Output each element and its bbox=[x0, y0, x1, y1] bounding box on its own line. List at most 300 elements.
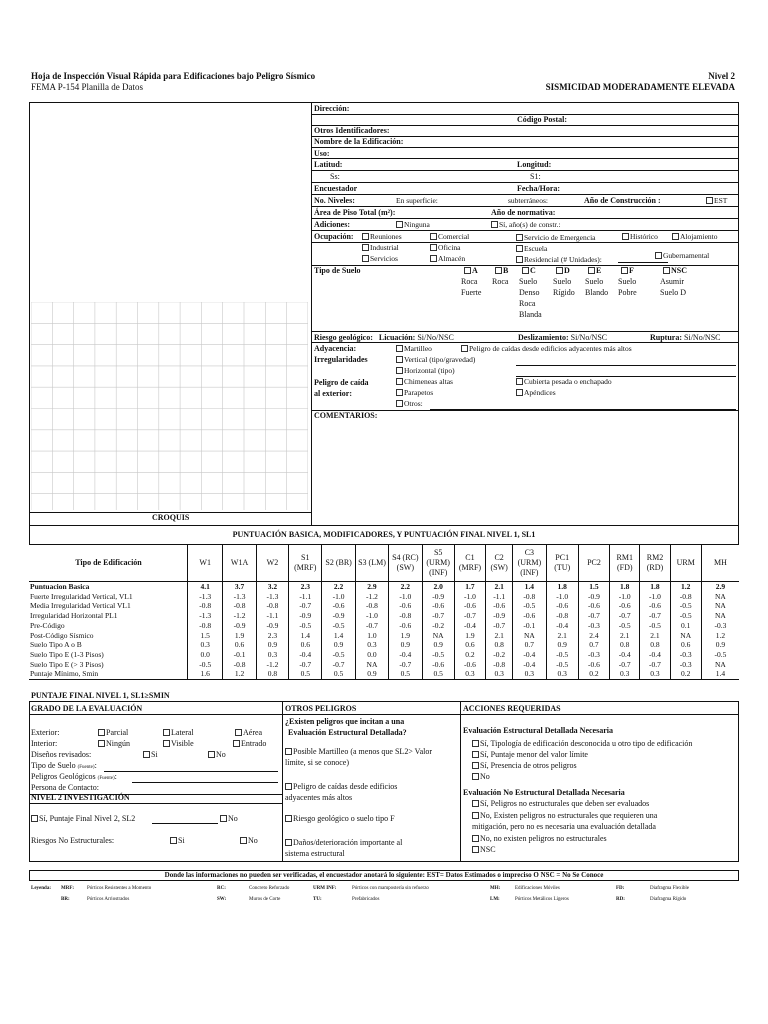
score-row-label: Suelo Tipo A o B bbox=[30, 640, 82, 650]
nivel2-si-checkbox[interactable]: Sí, Puntaje Final Nivel 2, SL2 bbox=[31, 815, 135, 823]
soil-c-checkbox[interactable] bbox=[522, 267, 536, 275]
checkbox-icon bbox=[491, 221, 498, 228]
al-exterior-label: al exterior: bbox=[314, 389, 352, 398]
score-cell: -0.9 bbox=[486, 611, 513, 621]
score-cell: -0.8 bbox=[187, 621, 222, 631]
chimeneas-checkbox[interactable]: Chimeneas altas bbox=[396, 378, 453, 386]
otros-peligros-checkbox[interactable] bbox=[285, 815, 395, 823]
ocupacion-checkbox[interactable] bbox=[362, 255, 398, 263]
soil-description: Roca bbox=[461, 277, 478, 286]
score-cell: 0.2 bbox=[670, 669, 701, 679]
building-type-header[interactable]: S5 (URM) (INF) bbox=[422, 545, 454, 582]
otros-peligros-checkbox[interactable] bbox=[285, 783, 397, 791]
ocupacion-checkbox[interactable] bbox=[430, 255, 465, 263]
score-cell: -0.5 bbox=[322, 621, 355, 631]
deslizamiento-row bbox=[518, 334, 607, 342]
aerea-checkbox[interactable]: Aérea bbox=[235, 729, 262, 737]
vertical-field[interactable] bbox=[516, 365, 736, 366]
score-cell: -0.9 bbox=[322, 611, 355, 621]
checkbox-icon bbox=[143, 751, 150, 758]
checkbox-icon bbox=[516, 245, 523, 252]
building-type-header[interactable]: MH bbox=[701, 545, 739, 582]
building-type-header[interactable]: S4 (RC) (SW) bbox=[389, 545, 422, 582]
building-type-header[interactable]: RM1 (FD) bbox=[610, 545, 640, 582]
ocupacion-checkbox[interactable] bbox=[516, 245, 547, 253]
soil-description: Fuerte bbox=[461, 288, 482, 297]
en-superficie-label: En superficie: bbox=[396, 196, 438, 205]
building-type-header[interactable]: S2 (BR) bbox=[322, 545, 355, 582]
peligro-caidas-adyacentes-checkbox[interactable]: Peligro de caídas desde edificios adyacentes más altos bbox=[461, 345, 632, 353]
score-cell: 0.8 bbox=[256, 669, 288, 679]
checkbox-icon bbox=[208, 751, 215, 758]
score-row-label: Suelo Tipo E (> 3 Pisos) bbox=[30, 659, 104, 669]
checkbox-icon bbox=[285, 839, 292, 846]
building-type-header[interactable]: W1 bbox=[187, 545, 222, 582]
checkbox-icon bbox=[163, 729, 170, 736]
otros-identificadores-label: Otros Identificadores: bbox=[314, 126, 390, 135]
nivel2-score-field[interactable] bbox=[152, 823, 218, 824]
ocupacion-checkbox[interactable] bbox=[362, 244, 399, 252]
score-cell: -0.7 bbox=[389, 660, 422, 670]
s1-label: S1: bbox=[530, 172, 541, 181]
score-cell: 0.5 bbox=[322, 669, 355, 679]
score-cell: -0.9 bbox=[578, 592, 609, 602]
subterraneos-field[interactable] bbox=[554, 206, 580, 207]
score-cell: -1.3 bbox=[223, 592, 256, 602]
building-type-header[interactable]: C1 (MRF) bbox=[454, 545, 485, 582]
anio-construccion-field[interactable] bbox=[676, 206, 704, 207]
checkbox-icon bbox=[655, 252, 662, 259]
checkbox-icon bbox=[396, 389, 403, 396]
score-cell: 0.6 bbox=[670, 640, 701, 650]
score-cell: -1.0 bbox=[389, 592, 422, 602]
legend-text: Prefabricados bbox=[352, 897, 380, 902]
soil-d-checkbox-text: D bbox=[564, 266, 570, 275]
ocupacion-checkbox-text: Industrial bbox=[370, 243, 399, 252]
checkbox-icon bbox=[672, 233, 679, 240]
score-row bbox=[29, 640, 739, 650]
checkbox-icon bbox=[396, 356, 403, 363]
building-type-header[interactable]: URM bbox=[670, 545, 701, 582]
ocupacion-checkbox-text: Histórico bbox=[630, 232, 658, 241]
checkbox-icon bbox=[588, 267, 595, 274]
checkbox-icon bbox=[98, 729, 105, 736]
subterraneos-label: subterráneos: bbox=[508, 196, 548, 205]
checkbox-icon bbox=[285, 748, 292, 755]
score-cell: 1.9 bbox=[454, 630, 485, 640]
otros-peligros-checkbox-text: Daños/deterioración importante al bbox=[293, 838, 403, 847]
checkbox-icon bbox=[31, 815, 38, 822]
score-cell: -0.6 bbox=[486, 601, 513, 611]
score-cell: 0.9 bbox=[355, 669, 388, 679]
martilleo-checkbox[interactable]: Martilleo bbox=[396, 345, 432, 353]
area-piso-field[interactable] bbox=[428, 218, 486, 219]
soil-nsc-checkbox-text: NSC bbox=[671, 266, 688, 275]
checkbox-icon bbox=[516, 256, 523, 263]
score-cell: -0.4 bbox=[546, 621, 578, 631]
ocupacion-checkbox[interactable] bbox=[516, 256, 602, 264]
otros-peligros-checkbox[interactable] bbox=[285, 839, 402, 847]
score-cell: -0.7 bbox=[355, 621, 388, 631]
legend-code: MRF: bbox=[61, 886, 75, 891]
legend-label: Leyenda: bbox=[31, 886, 51, 891]
eval-no-estructural-checkbox-text: Sí, Peligros no estructurales que deben ser evaluados bbox=[480, 799, 650, 808]
checkbox-icon bbox=[516, 378, 523, 385]
score-cell: -0.6 bbox=[322, 601, 355, 611]
ningun-checkbox[interactable]: Ningún bbox=[98, 740, 130, 748]
disenos-no-checkbox[interactable]: No bbox=[208, 751, 226, 759]
checkbox-icon bbox=[472, 846, 479, 853]
disenos-si-checkbox[interactable]: Si bbox=[143, 751, 158, 759]
soil-description: Rígido bbox=[553, 288, 575, 297]
score-cell: -0.2 bbox=[486, 650, 513, 660]
est-checkbox[interactable]: EST bbox=[706, 197, 727, 205]
score-cell: -0.4 bbox=[389, 650, 422, 660]
score-cell: 0.9 bbox=[322, 640, 355, 650]
eval-no-estructural-checkbox-text: No, Existen peligros no estructurales que requieren una bbox=[480, 811, 658, 820]
visible-checkbox[interactable]: Visible bbox=[163, 740, 194, 748]
score-cell: 2.9 bbox=[701, 582, 739, 592]
adyacencia-label: Adyacencia: bbox=[314, 344, 357, 353]
score-cell: -0.7 bbox=[578, 611, 609, 621]
eval-no-estructural-checkbox[interactable] bbox=[472, 835, 607, 843]
score-cell: -0.6 bbox=[513, 611, 546, 621]
building-type-header[interactable]: W1A bbox=[223, 545, 256, 582]
parcial-checkbox[interactable]: Parcial bbox=[98, 729, 128, 737]
score-cell: 1.6 bbox=[187, 669, 222, 679]
peligros-geologicos-field[interactable] bbox=[132, 782, 278, 783]
score-cell: -0.6 bbox=[546, 601, 578, 611]
otros-peligros-line: límite, si se conoce) bbox=[285, 758, 349, 767]
score-cell: -0.3 bbox=[578, 650, 609, 660]
score-row bbox=[29, 621, 739, 631]
score-cell: -0.7 bbox=[289, 660, 322, 670]
apendices-checkbox[interactable]: Apéndices bbox=[516, 389, 556, 397]
score-row bbox=[29, 630, 739, 640]
score-cell: -0.4 bbox=[640, 650, 670, 660]
score-cell: 0.0 bbox=[187, 650, 222, 660]
checkbox-icon bbox=[362, 244, 369, 251]
interior-label: Interior: bbox=[31, 739, 58, 748]
riesgos-si-checkbox[interactable]: Si bbox=[170, 837, 185, 845]
bottom-divider-2 bbox=[460, 701, 461, 862]
score-cell: 1.9 bbox=[389, 630, 422, 640]
score-cell: -0.5 bbox=[546, 650, 578, 660]
info-row-divider bbox=[312, 170, 739, 171]
legend-code: MH: bbox=[490, 886, 501, 891]
checkbox-icon bbox=[362, 233, 369, 240]
adiciones-si-checkbox[interactable]: Sí, año(s) de constr.: bbox=[491, 221, 560, 229]
building-type-header[interactable]: C2 (SW) bbox=[486, 545, 513, 582]
no-niveles-label: No. Niveles: bbox=[314, 196, 355, 205]
soil-a-checkbox[interactable] bbox=[464, 267, 478, 275]
horizontal-checkbox[interactable]: Horizontal (tipo) bbox=[396, 367, 455, 375]
grado-title: GRADO DE LA EVALUACIÓN bbox=[31, 704, 143, 713]
score-cell: 0.8 bbox=[486, 640, 513, 650]
score-cell: -1.0 bbox=[546, 592, 578, 602]
score-cell: -0.4 bbox=[610, 650, 640, 660]
longitud-label: Longitud: bbox=[517, 160, 552, 169]
ocupacion-checkbox-text: Reuniones bbox=[370, 232, 402, 241]
score-cell: -1.1 bbox=[256, 611, 288, 621]
score-cell: -0.9 bbox=[422, 592, 454, 602]
building-type-header[interactable]: S1 (MRF) bbox=[289, 545, 322, 582]
score-cell: 0.9 bbox=[389, 640, 422, 650]
checkbox-icon bbox=[396, 400, 403, 407]
score-cell: 1.8 bbox=[640, 582, 670, 592]
checkbox-icon bbox=[516, 389, 523, 396]
score-table bbox=[29, 545, 739, 680]
ocupacion-checkbox-text: Gubernamental bbox=[663, 251, 710, 260]
scores-title: PUNTUACIÓN BASICA, MODIFICADORES, Y PUNTUACIÓN FINAL NIVEL 1, SL1 bbox=[232, 530, 536, 539]
footer-note: Donde las informaciones no pueden ser verificadas, el encuestador anotará lo siguiente: EST= Datos Estimados o impreciso O NSC = No Se Conoce bbox=[164, 871, 604, 879]
eval-no-estructural-checkbox[interactable] bbox=[472, 812, 657, 820]
otros-field[interactable] bbox=[430, 409, 736, 410]
score-row-label: Puntaje Mínimo, Smin bbox=[29, 669, 187, 679]
legend-code: FD: bbox=[616, 886, 625, 891]
score-cell: 2.2 bbox=[389, 582, 422, 592]
ocupacion-checkbox[interactable] bbox=[672, 233, 718, 241]
score-cell: 1.5 bbox=[187, 630, 222, 640]
ocupacion-checkbox[interactable] bbox=[362, 233, 402, 241]
info-row-divider bbox=[312, 331, 739, 332]
checkbox-icon bbox=[233, 740, 240, 747]
score-cell: 0.0 bbox=[355, 650, 388, 660]
eval-estructural-checkbox[interactable] bbox=[472, 751, 588, 759]
score-cell: 0.1 bbox=[670, 621, 701, 631]
building-type-header[interactable]: S3 (LM) bbox=[355, 545, 388, 582]
score-row-label: Pre-Código bbox=[30, 620, 65, 630]
score-cell: -0.5 bbox=[701, 650, 739, 660]
comentarios-area[interactable] bbox=[312, 422, 738, 525]
score-cell: 0.9 bbox=[256, 640, 288, 650]
building-type-header[interactable]: RM2 (RD) bbox=[640, 545, 670, 582]
soil-b-checkbox[interactable] bbox=[495, 267, 508, 275]
checkbox-icon bbox=[472, 740, 479, 747]
ocupacion-checkbox[interactable] bbox=[430, 244, 461, 252]
eval-estructural-checkbox[interactable] bbox=[472, 762, 577, 770]
legend-code: BR: bbox=[61, 897, 70, 902]
score-cell: -0.6 bbox=[454, 660, 485, 670]
score-cell: -0.7 bbox=[486, 621, 513, 631]
soil-description: Roca bbox=[519, 299, 536, 308]
soil-description: Blanda bbox=[519, 310, 542, 319]
score-cell: -0.5 bbox=[322, 650, 355, 660]
deslizamiento-label: Deslizamiento: bbox=[518, 333, 569, 342]
checkbox-icon bbox=[522, 267, 529, 274]
legend-text: Pórticos Arriostrados bbox=[87, 897, 130, 902]
score-cell: -0.7 bbox=[610, 611, 640, 621]
legend-text: Diafragma Rígido bbox=[650, 897, 687, 902]
score-cell: 1.9 bbox=[223, 630, 256, 640]
checkbox-icon bbox=[396, 345, 403, 352]
latitud-label: Latitud: bbox=[314, 160, 343, 169]
soil-d-checkbox[interactable] bbox=[556, 267, 570, 275]
riesgos-no-checkbox[interactable]: No bbox=[240, 837, 258, 845]
sketch-grid[interactable] bbox=[31, 302, 308, 510]
encuestador-label: Encuestador bbox=[314, 184, 358, 193]
persona-contacto-label: Persona de Contacto: bbox=[31, 783, 99, 792]
soil-description: Suelo bbox=[585, 277, 604, 286]
legend-text: Pórticos Resistentes a Momento bbox=[87, 886, 152, 891]
score-cell: 2.1 bbox=[610, 630, 640, 640]
otros-peligros-checkbox[interactable] bbox=[285, 748, 432, 756]
score-cell: -1.0 bbox=[454, 592, 485, 602]
score-cell: -0.5 bbox=[187, 660, 222, 670]
score-row bbox=[29, 650, 739, 660]
score-cell: -0.7 bbox=[640, 611, 670, 621]
soil-e-checkbox-text: E bbox=[596, 266, 602, 275]
en-superficie-field[interactable] bbox=[462, 206, 506, 207]
anio-normativa-label: Año de normativa: bbox=[491, 208, 556, 217]
score-cell: -0.8 bbox=[355, 601, 388, 611]
exterior-label: Exterior: bbox=[31, 728, 60, 737]
checkbox-icon bbox=[663, 267, 670, 274]
ocupacion-checkbox[interactable] bbox=[430, 233, 469, 241]
legend-text: Muros de Corte bbox=[249, 897, 281, 902]
building-type-header[interactable]: PC2 bbox=[578, 545, 609, 582]
checkbox-icon bbox=[495, 267, 502, 274]
disenos-label: Diseños revisados: bbox=[31, 750, 92, 759]
peligros-geologicos-row: Peligros Geológicos (Fuente): bbox=[31, 772, 117, 781]
checkbox-icon bbox=[622, 233, 629, 240]
score-cell: -0.5 bbox=[513, 601, 546, 611]
bottom-divider-1 bbox=[282, 701, 283, 862]
score-cell: 0.3 bbox=[187, 640, 222, 650]
ocupacion-label: Ocupación: bbox=[314, 232, 354, 241]
soil-nsc-checkbox[interactable] bbox=[663, 267, 687, 275]
score-cell: 0.3 bbox=[546, 669, 578, 679]
ocupacion-checkbox-text: Comercial bbox=[438, 232, 470, 241]
score-cell: -0.9 bbox=[256, 621, 288, 631]
score-cell: 2.3 bbox=[256, 630, 288, 640]
tipo-suelo-label: Tipo de Suelo bbox=[314, 266, 361, 275]
score-cell: 1.2 bbox=[701, 630, 739, 640]
ocupacion-checkbox-text: Escuela bbox=[524, 244, 548, 253]
soil-description: Pobre bbox=[618, 288, 637, 297]
score-cell: 2.1 bbox=[486, 630, 513, 640]
licuacion-options[interactable]: Si/No/NSC bbox=[417, 333, 454, 342]
score-cell: 2.0 bbox=[422, 582, 454, 592]
adiciones-ninguna-checkbox[interactable]: Ninguna bbox=[396, 221, 430, 229]
checkbox-icon bbox=[362, 255, 369, 262]
anio-normativa-field[interactable] bbox=[586, 218, 702, 219]
eval-no-estructural-checkbox-text: NSC bbox=[480, 845, 496, 854]
score-cell: -1.0 bbox=[640, 592, 670, 602]
ocupacion-checkbox[interactable] bbox=[516, 234, 596, 242]
building-type-header[interactable]: W2 bbox=[256, 545, 288, 582]
deslizamiento-options[interactable]: Si/No/NSC bbox=[570, 333, 608, 342]
score-cell: -1.2 bbox=[223, 611, 256, 621]
score-cell: -0.7 bbox=[640, 660, 670, 670]
soil-a-checkbox-text: A bbox=[472, 266, 478, 275]
checkbox-icon bbox=[621, 267, 628, 274]
score-cell: 0.9 bbox=[422, 640, 454, 650]
score-cell: NA bbox=[701, 592, 739, 602]
adiciones-label: Adiciones: bbox=[314, 220, 350, 229]
score-cell: NA bbox=[422, 630, 454, 640]
ruptura-options[interactable]: Si/No/NSC bbox=[684, 333, 721, 342]
eval-no-estructural-checkbox[interactable] bbox=[472, 800, 649, 808]
tipo-suelo-field[interactable] bbox=[104, 771, 278, 772]
soil-e-checkbox[interactable] bbox=[588, 267, 601, 275]
otros-peligros-checkbox-text: Riesgo geológico o suelo tipo F bbox=[293, 814, 395, 823]
legend-text: Edificaciones Móviles bbox=[515, 886, 560, 891]
cubierta-checkbox[interactable]: Cubierta pesada o enchapado bbox=[516, 378, 612, 386]
eval-estructural-checkbox[interactable] bbox=[472, 773, 490, 781]
otros-checkbox[interactable]: Otros: bbox=[396, 400, 423, 408]
residencial-unidades-field[interactable] bbox=[618, 262, 668, 263]
otros-peligros-title: OTROS PELIGROS bbox=[285, 704, 357, 713]
score-cell: -1.0 bbox=[355, 611, 388, 621]
lateral-checkbox[interactable]: Lateral bbox=[163, 729, 194, 737]
level-label: Nivel 2 bbox=[708, 71, 735, 81]
score-cell: -0.7 bbox=[322, 660, 355, 670]
adiciones-anio-field[interactable] bbox=[580, 230, 702, 231]
score-cell: -0.7 bbox=[454, 611, 485, 621]
nivel2-title: NIVEL 2 INVESTIGACIÓN bbox=[31, 793, 130, 802]
building-type-header[interactable]: C3 (URM) (INF) bbox=[513, 545, 546, 582]
checkbox-icon bbox=[396, 378, 403, 385]
checkbox-icon bbox=[220, 815, 227, 822]
entrado-checkbox[interactable]: Entrado bbox=[233, 740, 266, 748]
seismicity-label: SISMICIDAD MODERADAMENTE ELEVADA bbox=[545, 82, 735, 92]
score-cell: 0.2 bbox=[578, 669, 609, 679]
info-row-divider bbox=[312, 342, 739, 343]
checkbox-icon bbox=[430, 233, 437, 240]
direccion-label: Dirección: bbox=[314, 104, 350, 113]
legend-code: TU: bbox=[313, 897, 322, 902]
eval-estructural-checkbox[interactable] bbox=[472, 740, 692, 748]
otros-peligros-line: sistema estructural bbox=[285, 849, 345, 858]
score-cell: -0.5 bbox=[289, 621, 322, 631]
checkbox-icon bbox=[170, 837, 177, 844]
soil-f-checkbox[interactable] bbox=[621, 267, 634, 275]
score-cell: -0.8 bbox=[513, 592, 546, 602]
ocupacion-checkbox[interactable] bbox=[622, 233, 658, 241]
vertical-checkbox[interactable]: Vertical (tipo/gravedad) bbox=[396, 356, 475, 364]
score-row bbox=[29, 592, 739, 602]
score-row-label: Media Irregularidad Vertical VL1 bbox=[30, 601, 131, 611]
score-cell: -0.7 bbox=[289, 601, 322, 611]
score-cell: -0.6 bbox=[578, 601, 609, 611]
building-type-header[interactable]: PC1 (TU) bbox=[546, 545, 578, 582]
final-score-label: PUNTAJE FINAL NIVEL 1, SL1≥SMIN bbox=[31, 691, 170, 700]
parapetos-checkbox[interactable]: Parapetos bbox=[396, 389, 433, 397]
checkbox-icon bbox=[461, 345, 468, 352]
score-cell: -0.6 bbox=[389, 621, 422, 631]
soil-description: Roca bbox=[492, 277, 509, 286]
score-cell: -0.3 bbox=[578, 621, 609, 631]
score-cell: NA bbox=[701, 611, 739, 621]
nivel2-no-checkbox[interactable]: No bbox=[220, 815, 238, 823]
score-cell: -0.2 bbox=[422, 621, 454, 631]
ocupacion-checkbox-text: Servicio de Emergencia bbox=[524, 233, 596, 242]
score-cell: 0.5 bbox=[289, 669, 322, 679]
tipo-suelo-row: Tipo de Suelo (Fuente): bbox=[31, 761, 97, 770]
score-cell: -1.1 bbox=[289, 592, 322, 602]
soil-c-checkbox-text: C bbox=[530, 266, 536, 275]
eval-no-estructural-checkbox[interactable] bbox=[472, 846, 496, 854]
ocupacion-checkbox[interactable] bbox=[655, 252, 709, 260]
score-cell: -0.5 bbox=[422, 650, 454, 660]
checkbox-icon bbox=[516, 234, 523, 241]
score-cell: 1.4 bbox=[701, 669, 739, 679]
score-cell: 1.0 bbox=[355, 630, 388, 640]
info-row-divider bbox=[312, 158, 739, 159]
eval-estructural-title: Evaluación Estructural Detallada Necesaria bbox=[463, 726, 613, 735]
score-cell: -0.8 bbox=[486, 660, 513, 670]
